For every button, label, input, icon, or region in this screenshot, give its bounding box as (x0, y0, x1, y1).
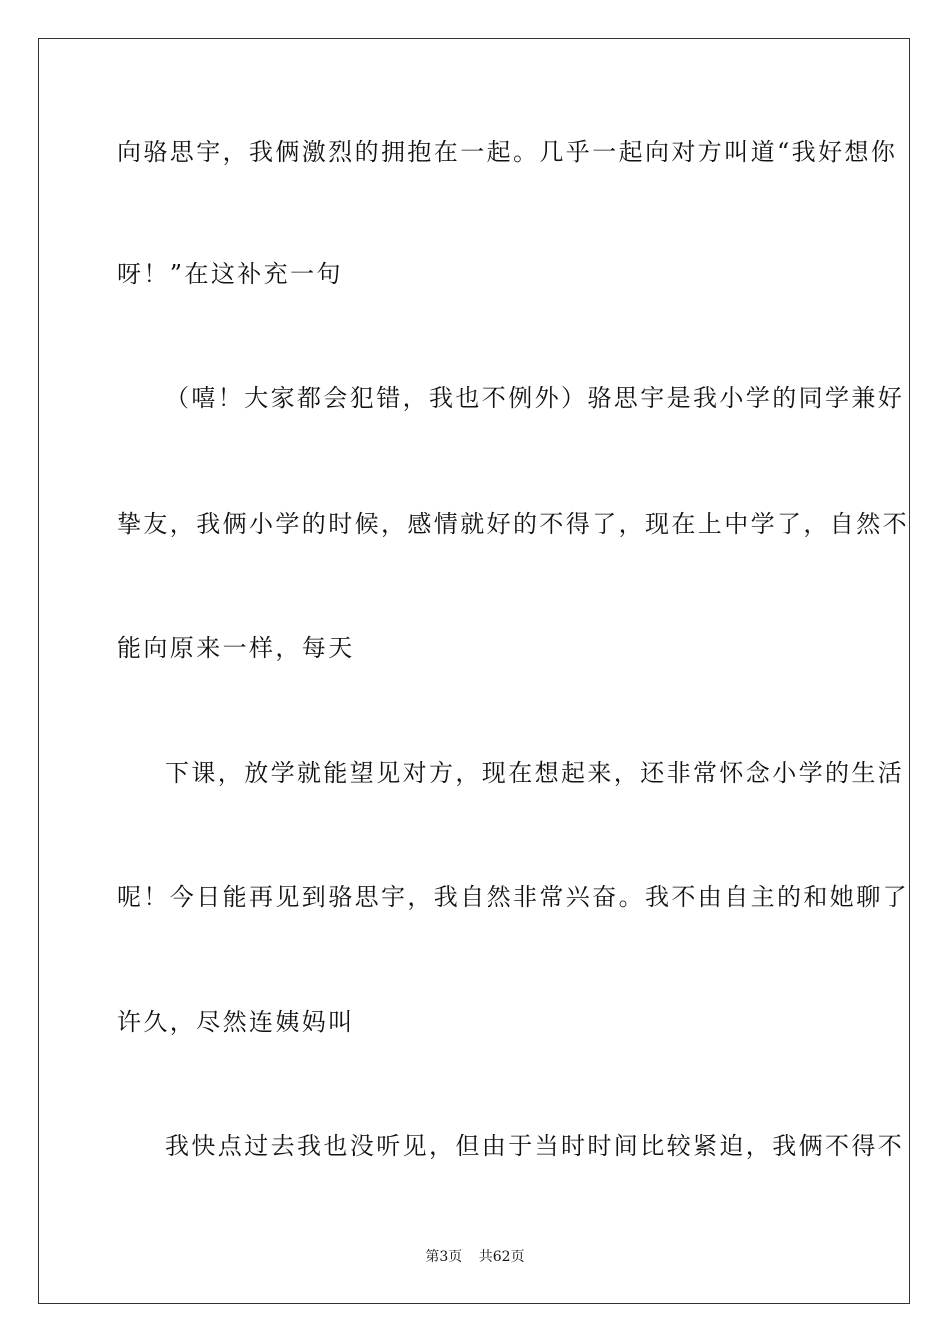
text-line-9: 我快点过去我也没听见，但由于当时时间比较紧迫，我俩不得不 (165, 1132, 905, 1160)
text-line-4: 挚友，我俩小学的时候，感情就好的不得了，现在上中学了，自然不 (117, 510, 909, 538)
text-line-1: 向骆思宇，我俩激烈的拥抱在一起。几乎一起向对方叫道“我好想你 (117, 138, 898, 166)
page-total: 共62页 (478, 1249, 525, 1265)
text-line-3: （嘻！大家都会犯错，我也不例外）骆思宇是我小学的同学兼好 (165, 384, 905, 412)
text-line-8: 许久，尽然连姨妈叫 (117, 1008, 355, 1036)
page-border (38, 38, 910, 1304)
page-number: 第3页 (425, 1249, 463, 1265)
text-line-2: 呀！”在这补充一句 (117, 260, 343, 288)
text-line-6: 下课，放学就能望见对方，现在想起来，还非常怀念小学的生活 (165, 759, 905, 787)
text-line-7: 呢！今日能再见到骆思宇，我自然非常兴奋。我不由自主的和她聊了 (117, 883, 909, 911)
page-footer (0, 1247, 950, 1267)
text-line-5: 能向原来一样，每天 (117, 634, 355, 662)
